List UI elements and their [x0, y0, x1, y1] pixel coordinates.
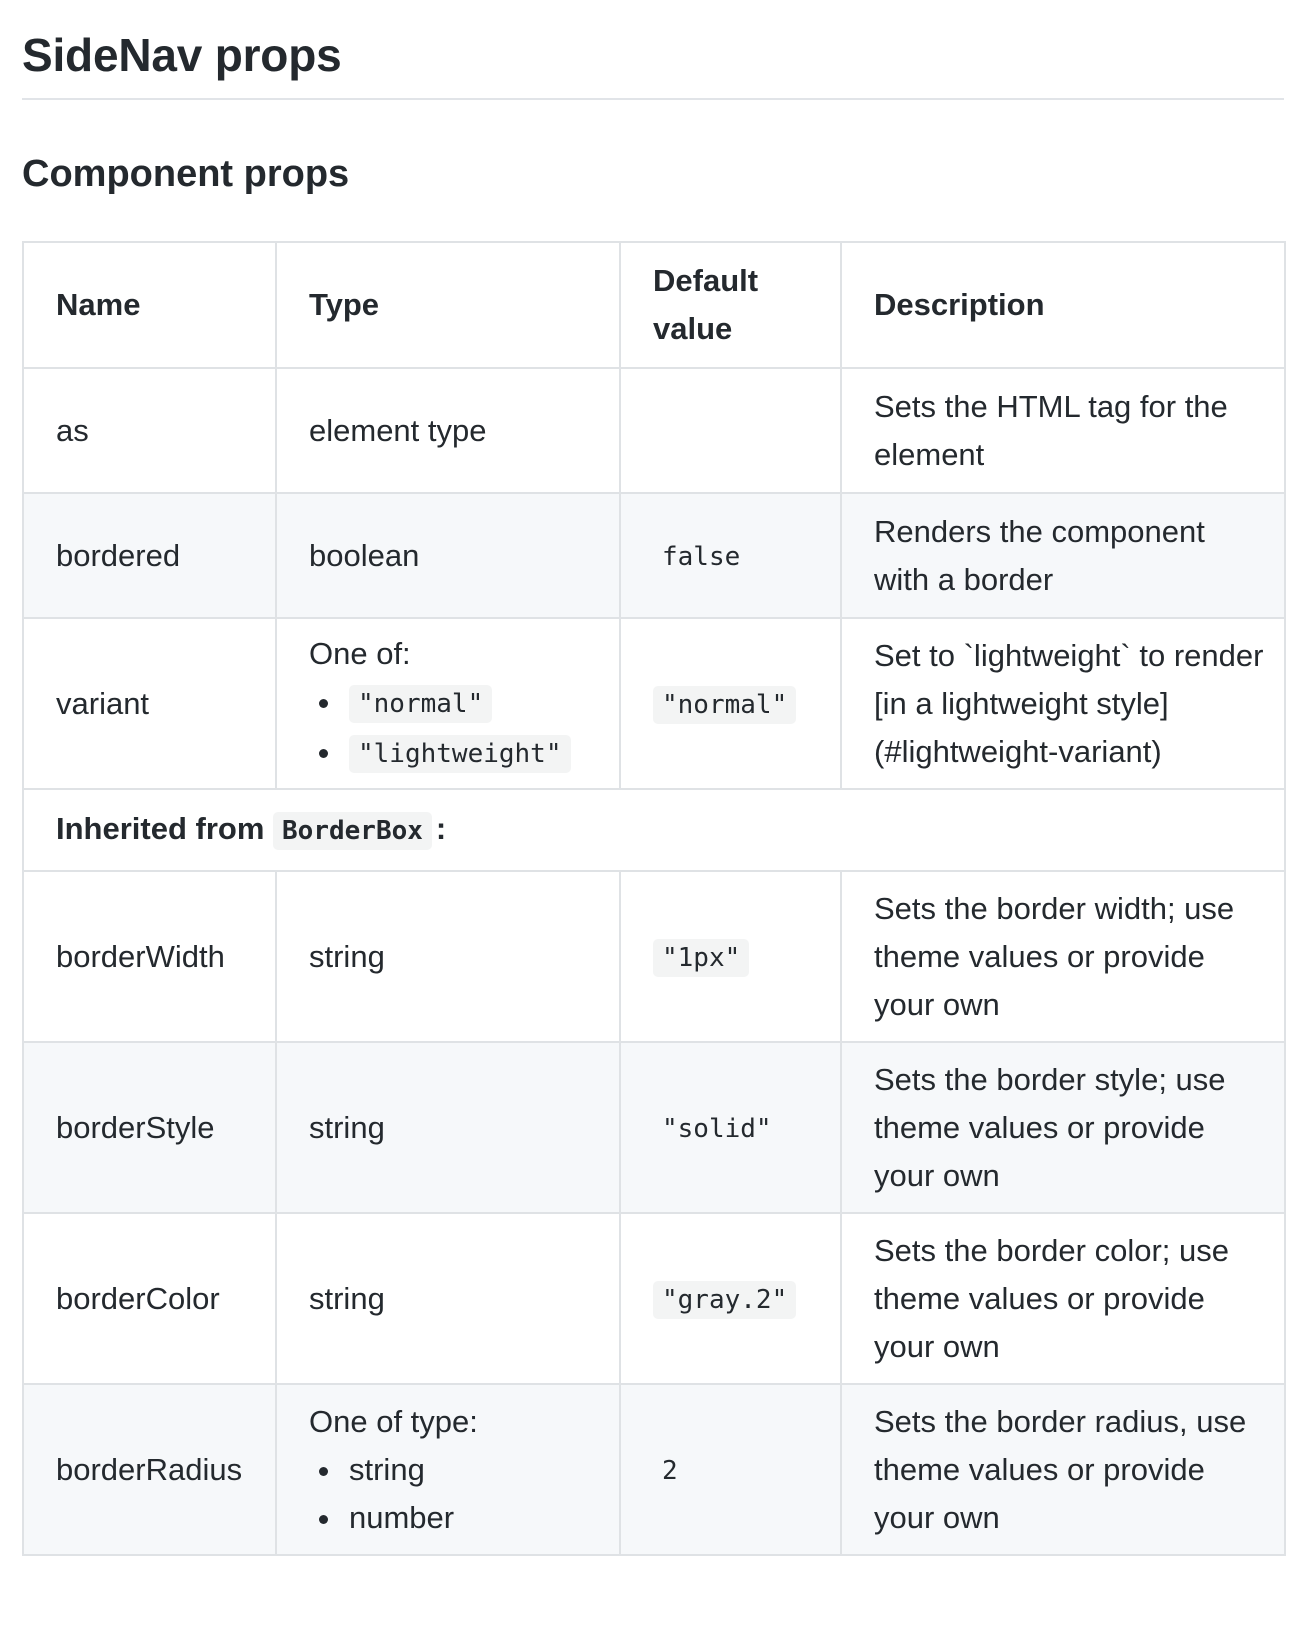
table-row	[23, 618, 1285, 789]
list-item: string	[349, 1446, 587, 1494]
prop-description: Sets the border style; use theme values or provide your own	[841, 1042, 1285, 1213]
prop-description: Sets the border width; use theme values or provide your own	[841, 871, 1285, 1042]
prop-type: element type	[276, 368, 620, 493]
table-row	[23, 493, 1285, 618]
prop-name: bordered	[23, 493, 276, 618]
prop-type	[276, 1384, 620, 1555]
prop-default	[620, 1042, 841, 1213]
props-table	[22, 241, 1286, 1556]
type-option-code: "lightweight"	[349, 735, 571, 773]
prop-type: string	[276, 1042, 620, 1213]
type-options-list	[309, 678, 587, 778]
section-heading-component-props: Component props	[22, 153, 350, 195]
column-header-default-value: Default value	[620, 242, 841, 368]
type-options-list	[309, 1446, 587, 1542]
default-value-code: 2	[662, 1455, 678, 1486]
section-label-text: Inherited from	[56, 811, 265, 846]
prop-type	[276, 618, 620, 789]
type-option-code: "normal"	[349, 685, 492, 723]
default-value-code: "normal"	[653, 686, 796, 724]
prop-type: boolean	[276, 493, 620, 618]
prop-name: borderWidth	[23, 871, 276, 1042]
type-intro: One of type:	[309, 1403, 478, 1439]
page-title: SideNav props	[22, 29, 342, 81]
type-intro: One of:	[309, 635, 411, 671]
prop-name: borderRadius	[23, 1384, 276, 1555]
default-value-code: "solid"	[662, 1113, 772, 1144]
props-document	[22, 0, 1284, 1535]
default-value-code: false	[662, 541, 741, 572]
default-value-code: "1px"	[653, 939, 749, 977]
prop-description: Sets the border color; use theme values or provide your own	[841, 1213, 1285, 1384]
prop-name: borderStyle	[23, 1042, 276, 1213]
section-label-suffix: :	[435, 811, 447, 846]
prop-description: Sets the HTML tag for the element	[841, 368, 1285, 493]
section-label	[23, 789, 1285, 871]
column-header-type: Type	[276, 242, 620, 368]
prop-default	[620, 1213, 841, 1384]
column-header-description: Description	[841, 242, 1285, 368]
list-item	[349, 678, 587, 728]
prop-default	[620, 368, 841, 493]
section-component-code: BorderBox	[273, 812, 432, 850]
list-item	[349, 728, 587, 778]
prop-name: borderColor	[23, 1213, 276, 1384]
prop-name: variant	[23, 618, 276, 789]
table-row	[23, 1213, 1285, 1384]
prop-description: Renders the component with a border	[841, 493, 1285, 618]
prop-default	[620, 1384, 841, 1555]
column-header-name: Name	[23, 242, 276, 368]
section-row-inherited	[23, 789, 1285, 871]
title-divider	[22, 98, 1284, 100]
table-row	[23, 368, 1285, 493]
table-row	[23, 871, 1285, 1042]
prop-default	[620, 618, 841, 789]
list-item: number	[349, 1494, 587, 1542]
prop-type: string	[276, 1213, 620, 1384]
table-header-row	[23, 242, 1285, 368]
prop-type: string	[276, 871, 620, 1042]
prop-default	[620, 871, 841, 1042]
table-row	[23, 1042, 1285, 1213]
table-row	[23, 1384, 1285, 1555]
prop-description: Set to `lightweight` to render [in a lightweight style](#lightweight-variant)	[841, 618, 1285, 789]
prop-description: Sets the border radius, use theme values or provide your own	[841, 1384, 1285, 1555]
prop-name: as	[23, 368, 276, 493]
prop-default	[620, 493, 841, 618]
default-value-code: "gray.2"	[653, 1281, 796, 1319]
